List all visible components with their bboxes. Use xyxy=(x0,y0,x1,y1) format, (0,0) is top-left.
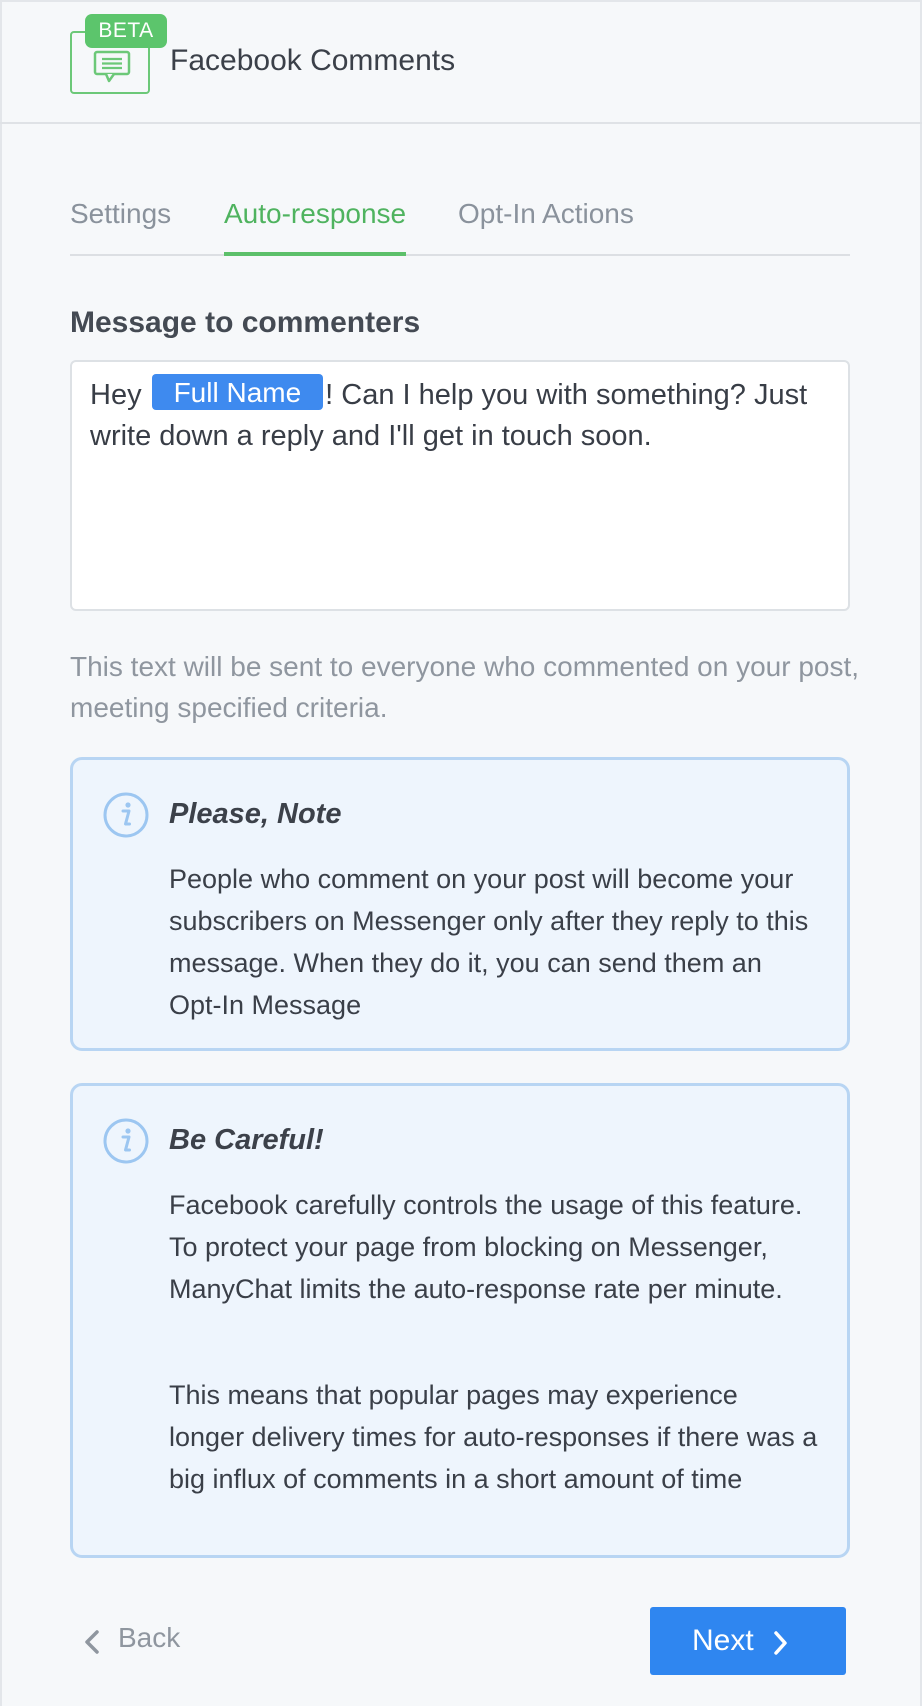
message-hint: This text will be sent to everyone who commented on your post, meeting specified criteria. xyxy=(70,651,860,723)
tab-bar xyxy=(70,190,850,256)
message-textarea[interactable] xyxy=(70,360,850,611)
back-label: Back xyxy=(118,1622,181,1653)
info-icon xyxy=(101,1116,151,1166)
note-body: People who comment on your post will become your subscribers on Messenger only after they reply to this message. When they do it, you can send them an Opt-In Message xyxy=(169,864,809,1020)
page-title: Facebook Comments xyxy=(170,44,456,77)
tab-settings[interactable]: Settings xyxy=(70,198,172,229)
next-button[interactable] xyxy=(650,1607,846,1675)
chevron-right-icon xyxy=(770,1629,790,1657)
next-label: Next xyxy=(692,1624,754,1657)
beta-badge: BETA xyxy=(85,14,167,48)
message-text-end: ! Can I help you with something? Just write down a reply and I'll get in touch soon. xyxy=(90,379,808,452)
warning-body-paragraph: This means that popular pages may experience longer delivery times for auto-responses if there was a big influx of comments in a short amount of time xyxy=(169,1380,818,1494)
tab-auto-response[interactable]: Auto-response xyxy=(224,190,406,256)
message-text-start: Hey xyxy=(90,379,142,411)
warning-body-paragraph: Facebook carefully controls the usage of this feature. To protect your page from blocking on Messenger, ManyChat limits the auto-response rate per minute. xyxy=(169,1190,803,1304)
warning-title: Be Careful! xyxy=(169,1124,324,1156)
chevron-left-icon xyxy=(82,1628,104,1658)
warning-panel xyxy=(70,1083,850,1558)
full-name-variable-chip[interactable]: Full Name xyxy=(152,374,324,410)
message-label: Message to commenters xyxy=(70,306,421,339)
info-icon xyxy=(101,790,151,840)
note-panel xyxy=(70,757,850,1051)
header xyxy=(0,0,922,124)
tab-opt-in-actions[interactable]: Opt-In Actions xyxy=(458,198,634,229)
note-title: Please, Note xyxy=(169,798,342,830)
